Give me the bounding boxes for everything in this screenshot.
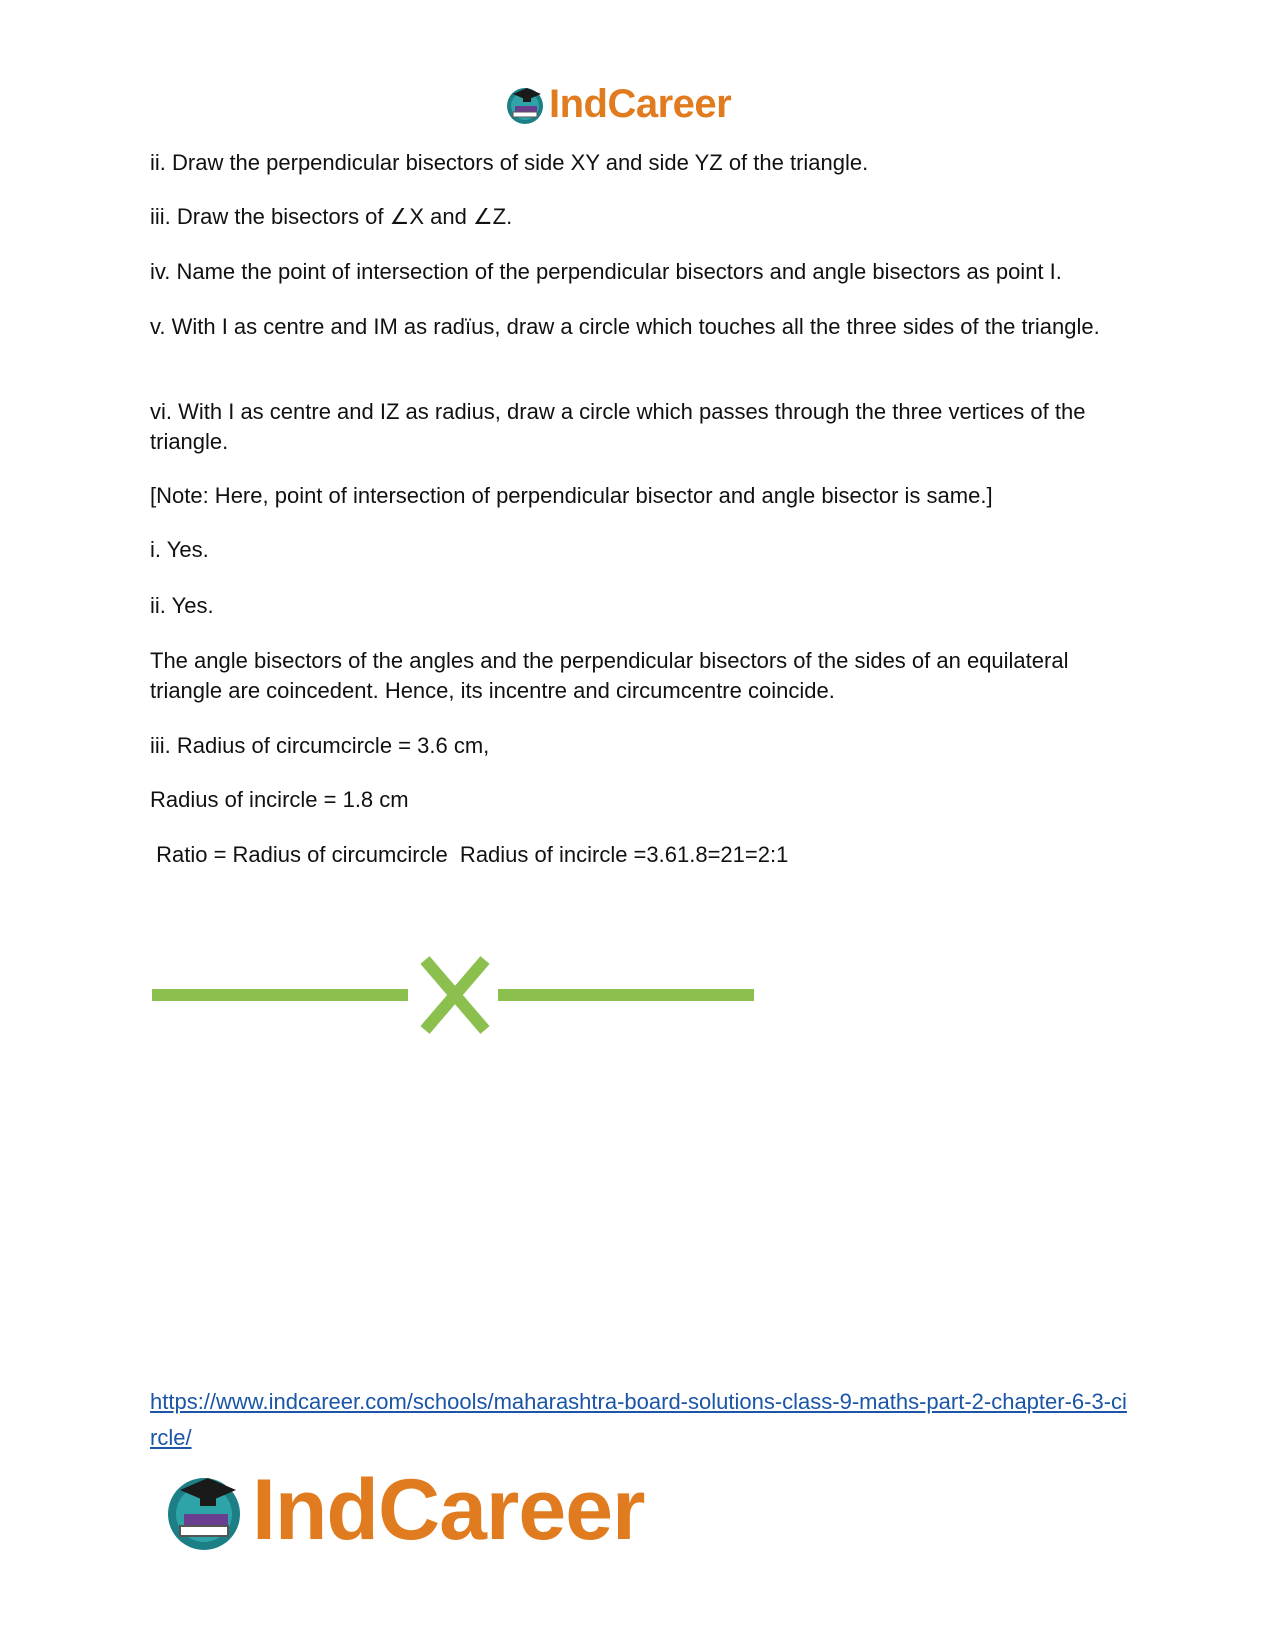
paragraph: The angle bisectors of the angles and the perpendicular bisectors of the sides of an equilateral triangle are coincedent. Hence, its incentre and circumcentre coincide. (150, 648, 1069, 703)
paragraph: vi. With I as centre and IZ as radius, draw a circle which passes through the three vertices of the triangle. (150, 399, 1086, 454)
section-separator (150, 955, 760, 1035)
logo-globe-icon (160, 1466, 248, 1554)
paragraph: v. With I as centre and IM as radïus, draw a circle which touches all the three sides of the triangle. (150, 314, 1100, 339)
paragraph: [Note: Here, point of intersection of perpendicular bisector and angle bisector is same.] (150, 483, 993, 508)
paragraph: iii. Draw the bisectors of ∠X and ∠Z. (150, 204, 513, 229)
header-logo (503, 80, 731, 128)
footer-logo (160, 1462, 645, 1558)
paragraph: ii. Draw the perpendicular bisectors of side XY and side YZ of the triangle. (150, 150, 869, 175)
paragraph: iii. Radius of circumcircle = 3.6 cm, (150, 733, 490, 758)
footer-logo-text: IndCareer (252, 1462, 645, 1558)
logo-globe-icon (503, 82, 547, 126)
paragraph: i. Yes. (150, 537, 209, 562)
source-link[interactable]: https://www.indcareer.com/schools/maharashtra-board-solutions-class-9-maths-part-2-chapter-6-3-circle/ (150, 1389, 1127, 1450)
paragraph: ii. Yes. (150, 593, 214, 618)
paragraph: iv. Name the point of intersection of the perpendicular bisectors and angle bisectors as point I. (150, 259, 1062, 284)
header-logo-text: IndCareer (549, 82, 732, 126)
paragraph: Ratio = Radius of circumcircle Radius of incircle =3.61.8=21=2:1 (150, 842, 789, 867)
paragraph: Radius of incircle = 1.8 cm (150, 787, 409, 812)
